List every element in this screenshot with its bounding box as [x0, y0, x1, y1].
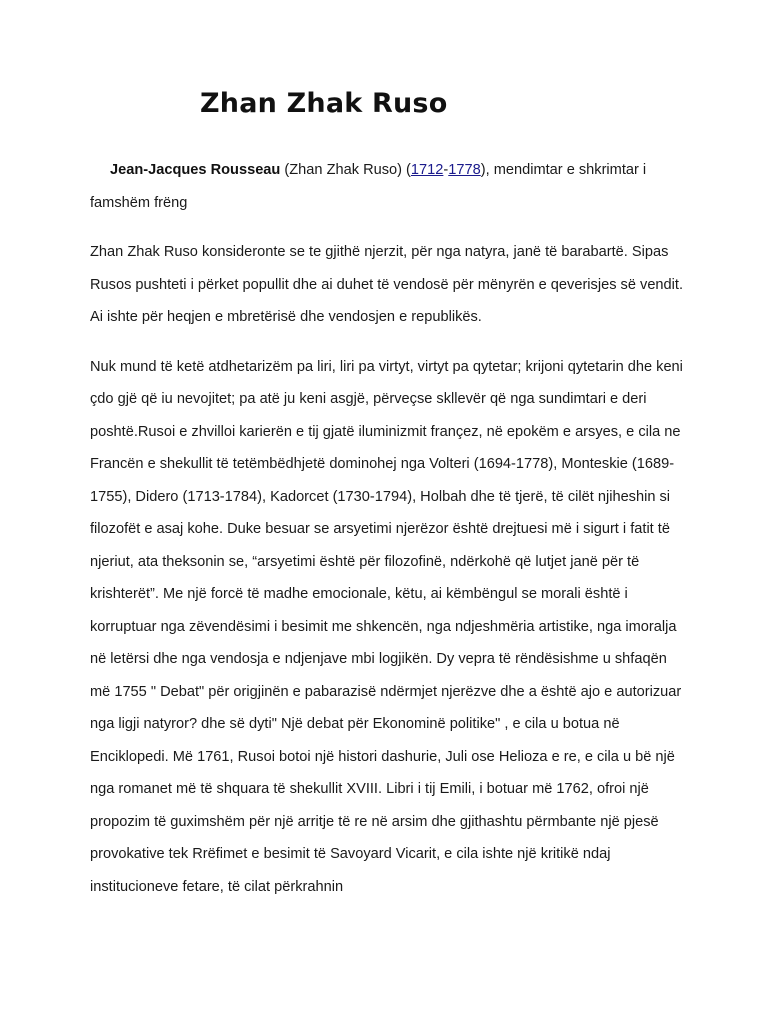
body-paragraph-1: Zhan Zhak Ruso konsideronte se te gjithë njerzit, për nga natyra, janë të barabartë. Sipas Rusos pushteti i përket popullit dhe ai duhet të vendosë për mënyrën e qeverisjes së vendit. Ai ishte për heqjen e mbretërisë dhe vendosjen e republikës.: [90, 244, 684, 325]
death-year-link[interactable]: 1778: [448, 162, 481, 178]
subject-description: ), mendimtar e shkrimtar i famshëm frëng: [90, 162, 647, 211]
subject-name: Jean-Jacques Rousseau: [110, 162, 281, 178]
body-paragraph-2: Nuk mund të ketë atdhetarizëm pa liri, liri pa virtyt, virtyt pa qytetar; krijoni qytetarin dhe keni çdo gjë që iu nevojitet; pa atë ju keni asgjë, përveçse skllevër që nga sundimtari e deri poshtë.Rusoi e zhvilloi karierën e tij gjatë iluminizmit françez, në epokëm e arsyes, e cila ne Francën e shekullit të tetëmbëdhjetë dominohej nga Volteri (1694-1778), Monteskie (1689-1755), Didero (1713-1784), Kadorcet (1730-1794), Holbah dhe të tjerë, të cilët njiheshin si filozofët e asaj kohe. Duke besuar se arsyetimi njerëzor është drejtuesi më i sigurt i fatit të njeriut, ata theksonin se, “arsyetimi është për filozofinë, ndërkohë që lutjet janë për të krishterët”. Me një forcë të madhe emocionale, këtu, ai këmbëngul se morali është i korruptuar nga zëvendësimi i besimit me shkencën, nga ndjeshmëria artistike, nga imoralja në letërsi dhe nga vendosja e ndjenjave mbi logjikën. Dy vepra të rëndësishme u shfaqën më 1755 " Debat" për origjinën e pabarazisë ndërmjet njerëzve dhe a është ajo e autorizuar nga ligji natyror? dhe së dyti" Një debat për Ekonominë politike" , e cila u botua në Enciklopedi. Më 1761, Rusoi botoi një histori dashurie, Juli ose Helioza e re, e cila u bë një nga romanet më të shquara të shekullit XVIII. Libri i tij Emili, i botuar më 1762, ofroi një propozim të guximshëm për një arritje të re në arsim dhe gjithashtu përmbante një pjesë provokative tek Rrëfimet e besimit të Savoyard Vicarit, e cila ishte një kritikë ndaj institucioneve fetare, të cilat përkrahnin: [90, 358, 683, 895]
birth-year-link[interactable]: 1712: [410, 162, 444, 178]
intro-paragraph: [90, 154, 690, 219]
page-title: Zhan Zhak Ruso: [200, 88, 448, 119]
year-dash: -: [443, 162, 449, 178]
subject-alt-name: (Zhan Zhak Ruso) (: [280, 162, 411, 178]
article-body: [90, 154, 690, 903]
